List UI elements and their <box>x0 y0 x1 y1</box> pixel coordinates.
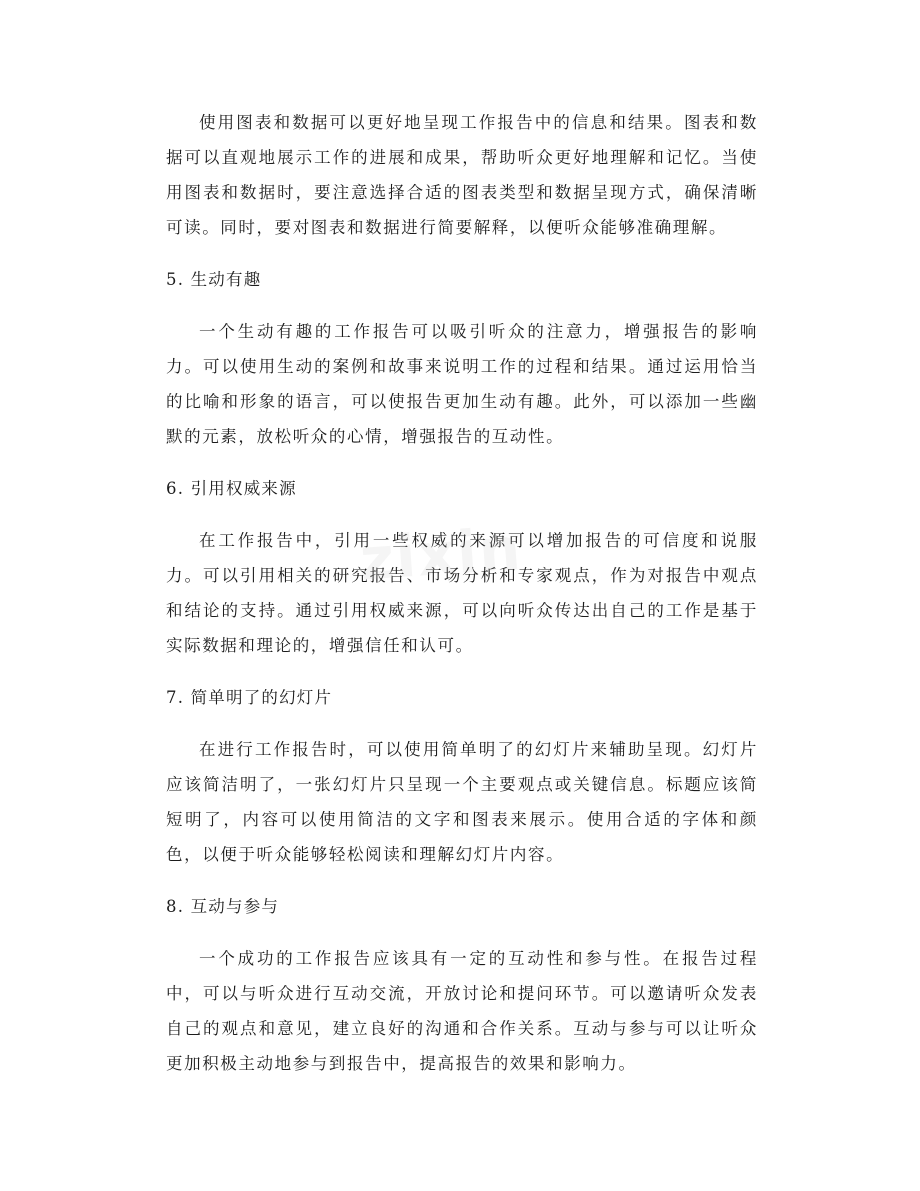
spacer <box>166 297 758 314</box>
watermark: zixin <box>357 514 525 594</box>
spacer <box>166 245 758 262</box>
spacer <box>166 663 758 680</box>
spacer <box>166 715 758 732</box>
spacer <box>166 924 758 941</box>
spacer <box>166 506 758 523</box>
paragraph-interaction: 一个成功的工作报告应该具有一定的互动性和参与性。在报告过程中，可以与听众进行互动交流，开放讨论和提问环节。可以邀请听众发表自己的观点和意见，建立良好的沟通和合作关系。互动与参与可以让听众更加积极主动地参与到报告中，提高报告的效果和影响力。 <box>166 949 758 1073</box>
section-heading-6: 6. 引用权威来源 <box>166 479 297 498</box>
section-heading-8: 8. 互动与参与 <box>166 897 280 916</box>
section-heading-5: 5. 生动有趣 <box>166 270 262 289</box>
paragraph-charts-data: 使用图表和数据可以更好地呈现工作报告中的信息和结果。图表和数据可以直观地展示工作的进展和成果，帮助听众更好地理解和记忆。当使用图表和数据时，要注意选择合适的图表类型和数据呈现方式，确保清晰可读。同时，要对图表和数据进行简要解释，以便听众能够准确理解。 <box>166 113 758 237</box>
document-body <box>166 105 758 1081</box>
paragraph-authority: 在工作报告中，引用一些权威的来源可以增加报告的可信度和说服力。可以引用相关的研究报告、市场分析和专家观点，作为对报告中观点和结论的支持。通过引用权威来源，可以向听众传达出自己的工作是基于实际数据和理论的，增强信任和认可。 <box>166 531 758 655</box>
spacer <box>166 872 758 889</box>
paragraph-lively: 一个生动有趣的工作报告可以吸引听众的注意力，增强报告的影响力。可以使用生动的案例和故事来说明工作的过程和结果。通过运用恰当的比喻和形象的语言，可以使报告更加生动有趣。此外，可以添加一些幽默的元素，放松听众的心情，增强报告的互动性。 <box>166 322 758 446</box>
spacer <box>166 454 758 471</box>
section-heading-7: 7. 简单明了的幻灯片 <box>166 688 333 707</box>
paragraph-slides: 在进行工作报告时，可以使用简单明了的幻灯片来辅助呈现。幻灯片应该简洁明了，一张幻灯片只呈现一个主要观点或关键信息。标题应该简短明了，内容可以使用简洁的文字和图表来展示。使用合适的字体和颜色，以便于听众能够轻松阅读和理解幻灯片内容。 <box>166 740 758 864</box>
